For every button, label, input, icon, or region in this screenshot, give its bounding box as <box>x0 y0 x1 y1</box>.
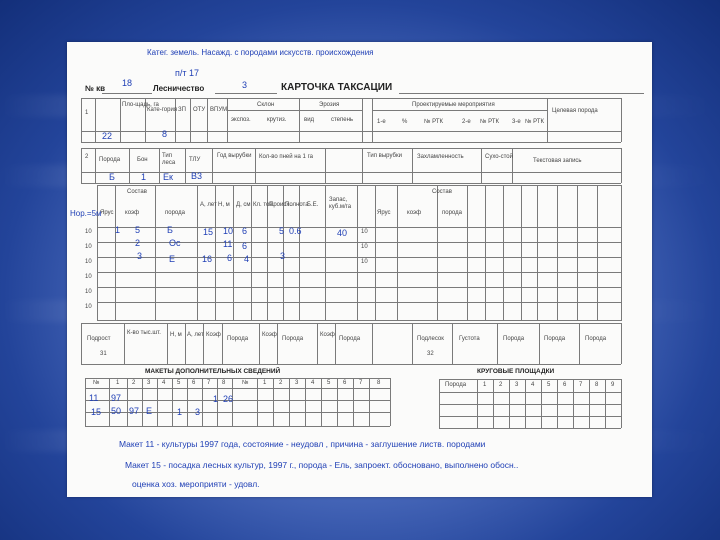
nor-label: Нор.=5м <box>70 209 102 218</box>
col4-poroda5: Порода <box>544 336 566 342</box>
col-exposure: экспоз. <box>231 117 251 123</box>
maket-row2-c6: 3 <box>195 407 201 417</box>
row-number: 10 <box>85 274 92 280</box>
col-m2: 2-е <box>462 119 471 125</box>
col-steepness: крутиз. <box>267 117 287 123</box>
col3-age: А, лет <box>200 202 217 208</box>
code-32: 32 <box>427 351 434 357</box>
maket-head: 6 <box>343 380 347 386</box>
row-number: 10 <box>85 229 92 235</box>
col4-density: Густота <box>459 336 480 342</box>
col3-origin: Происх. <box>269 202 292 208</box>
maket-head: № <box>242 380 249 386</box>
row-number: 10 <box>85 259 92 265</box>
row1-poroda: Б <box>167 225 173 235</box>
row-number: 10 <box>85 244 92 250</box>
krug-head: 2 <box>499 382 503 388</box>
note-1: Макет 11 - культуры 1997 года, состояние - неудовл , причина - заглушение листв. породами <box>119 439 486 449</box>
pt-number: п/т 17 <box>175 68 200 78</box>
col-zp: ЗП <box>178 107 186 113</box>
forest-type-value: Ек <box>163 172 173 182</box>
maket-head: 7 <box>359 380 363 386</box>
lesn-label: Лесничество <box>153 84 205 93</box>
poroda-value: Б <box>109 172 115 182</box>
krug-head: 4 <box>531 382 535 388</box>
col3-yarus: Ярус <box>100 210 114 216</box>
bon-value: 1 <box>141 172 147 182</box>
krug-title: КРУГОВЫЕ ПЛОЩАДКИ <box>477 368 555 375</box>
col3-be: Б.Е. <box>307 202 319 208</box>
col4-poroda6: Порода <box>585 336 607 342</box>
maket-head: 3 <box>295 380 299 386</box>
col4-podrost: Подрост <box>87 336 111 342</box>
kv-label: № кв <box>85 84 106 93</box>
maket-head: 8 <box>222 380 226 386</box>
col4-count: К-во тыс.шт. <box>127 330 161 336</box>
row3-koef: 3 <box>137 251 143 261</box>
col-slope: Склон <box>257 102 275 108</box>
row2-height: 11 <box>223 239 233 249</box>
row-number: 10 <box>361 244 368 250</box>
maket-head: 2 <box>132 380 136 386</box>
row2-diam: 6 <box>242 241 248 251</box>
maket-row1-c6: 1 <box>213 394 219 404</box>
row1-height: 10 <box>223 226 234 236</box>
col4-poroda1: Порода <box>227 336 249 342</box>
col2-tlu: ТЛУ <box>189 157 201 163</box>
maket-row2-c1: 50 <box>111 406 122 416</box>
row-number: 10 <box>361 229 368 235</box>
col4-poroda4: Порода <box>503 336 525 342</box>
category-value: 8 <box>162 129 168 139</box>
row-number: 10 <box>361 259 368 265</box>
col2-deadwood: Сухо-стой <box>485 154 513 160</box>
col4-poroda3: Порода <box>339 336 361 342</box>
col3-poroda: порода <box>165 210 185 216</box>
krug-head: Порода <box>445 382 467 388</box>
col3-diam: Д, см <box>236 202 251 208</box>
col2-cut-year: Год вырубки <box>217 153 252 159</box>
card-title: КАРТОЧКА ТАКСАЦИИ <box>281 82 393 93</box>
maket-row1-c1: 97 <box>111 393 122 403</box>
row1-diam: 6 <box>242 226 248 236</box>
maket-head: 1 <box>116 380 120 386</box>
maket-row1-c7: 26 <box>223 394 234 404</box>
row1-density: 0.6 <box>289 226 302 236</box>
col-otu: ОТУ <box>193 107 206 113</box>
col-rtk3: № РТК <box>525 119 544 125</box>
row-number: 10 <box>85 304 92 310</box>
maket-head: 1 <box>263 380 267 386</box>
tlu-value: В3 <box>191 171 203 181</box>
row3-diam: 4 <box>244 254 250 264</box>
krug-head: 3 <box>515 382 519 388</box>
col3-stock: Запас, куб.м/га <box>329 197 352 210</box>
maket-head: 5 <box>177 380 181 386</box>
maket-head: № <box>93 380 100 386</box>
col2-cut-type: Тип вырубки <box>367 153 402 159</box>
krug-head: 5 <box>547 382 551 388</box>
col4-poroda2: Порода <box>282 336 304 342</box>
col4-podlesok: Подлесок <box>417 336 444 342</box>
col3-koef-r: коэф <box>407 210 422 216</box>
maket-head: 2 <box>279 380 283 386</box>
krug-head: 8 <box>595 382 599 388</box>
makety-title: МАКЕТЫ ДОПОЛНИТЕЛЬНЫХ СВЕДЕНИЙ <box>145 368 281 375</box>
maket-row2-c3: Е <box>146 406 153 416</box>
maket-head: 4 <box>311 380 315 386</box>
row-number: 10 <box>85 289 92 295</box>
maket-head: 6 <box>192 380 196 386</box>
col3-density: Полнота <box>285 202 309 208</box>
maket-row2-no: 15 <box>91 407 102 417</box>
row2-poroda: Ос <box>169 238 181 248</box>
col3-sostav-right: Состав <box>432 189 452 195</box>
maket-row2-c2: 97 <box>129 406 140 416</box>
col4-a: А, лет <box>187 332 204 338</box>
taxation-card: Катег. земель. Насажд. с породами искусств. происхождения п/т 17 № кв 18 Лесничество 3 КАРТОЧКА ТАКСАЦИИ 1 Пло-щадь, га Кате-гория ЗП ОТУ ВПУМ Склон экспоз. крутиз. Эрозия вид степень Проектируемые мероприятия 1-е % № РТК 2-е № РТК 3-е № РТК Целевая порода 22 8 2 Порода Бон Тип леса ТЛУ Год вырубки Кол-во пней на 1 га Тип вырубки Захламленность Сухо-стой Текстовая запись Б 1 Ек В3 Состав Состав Ярус коэф порода А, лет Н, м Д, см Кл. тов. Происх. Полнота Б.Е. Запас, куб.м/га Ярус коэф порода Нор.=5м 10 10 10 10 10 10 10 10 10 1 5 Б 15 10 6 5 0.6 40 2 Ос 11 6 3 Е 16 6 4 3 Подрост К-во тыс.шт. Н, м А, лет Коэф Порода Коэф Порода Коэф Порода Подлесок Густота Порода Порода Порода 31 32 МАКЕТЫ ДОПОЛНИТЕЛЬНЫХ СВЕДЕНИЙ № 1 2 3 4 5 6 7 8 № 1 2 3 4 5 6 7 8 11 97 1 26 15 50 97 Е 1 3 КРУГОВЫЕ ПЛОЩАДКИ Порода 1 2 3 4 5 6 7 8 9 Макет 11 - культуры 1997 года, состояние - неудовл , причина - заглушение листв. породами Макет 15 - посадка лесных культур, 1997 г., порода - Ель, запроект. обосновано, выполнено обосн.. оценка хоз. мероприяти - удовл. <box>67 42 652 497</box>
krug-head: 6 <box>563 382 567 388</box>
maket-row2-c5: 1 <box>177 407 183 417</box>
col-area: Пло-щадь, га <box>122 102 159 108</box>
row3-age: 16 <box>202 254 213 264</box>
col-erosion: Эрозия <box>319 102 340 108</box>
col-measures: Проектируемые мероприятия <box>412 102 495 108</box>
krug-head: 7 <box>579 382 583 388</box>
col-vpum: ВПУМ <box>210 107 228 113</box>
col-rtk2: № РТК <box>480 119 499 125</box>
maket-head: 7 <box>207 380 211 386</box>
col-category: Кате-гория <box>147 107 178 113</box>
col4-koef1: Коэф <box>206 332 221 338</box>
col4-h: Н, м <box>170 332 182 338</box>
row1-stock: 40 <box>337 228 348 238</box>
col3-yarus-r: Ярус <box>377 210 391 216</box>
col3-height: Н, м <box>218 202 230 208</box>
col2-stumps: Кол-во пней на 1 га <box>259 154 313 160</box>
col2-bon: Бон <box>137 157 148 163</box>
area-value: 22 <box>102 131 113 141</box>
row1-age: 15 <box>203 227 214 237</box>
col3-poroda-r: порода <box>442 210 462 216</box>
row2-koef: 2 <box>135 238 141 248</box>
col3-koef: коэф <box>125 210 140 216</box>
kv-value: 18 <box>122 78 133 88</box>
col2-poroda: Порода <box>99 157 121 163</box>
col3-sostav: Состав <box>127 189 147 195</box>
row1-koef: 5 <box>135 225 141 235</box>
krug-head: 1 <box>483 382 487 388</box>
col3-class: Кл. тов. <box>253 202 275 208</box>
col2-forest-type: Тип леса <box>162 153 176 166</box>
code-31: 31 <box>100 351 107 357</box>
row1-origin: 5 <box>279 226 285 236</box>
row3-height: 6 <box>227 253 233 263</box>
row3-origin: 3 <box>280 251 286 261</box>
krug-head: 9 <box>611 382 615 388</box>
col-percent: % <box>402 119 408 125</box>
note-3: оценка хоз. мероприяти - удовл. <box>132 479 260 489</box>
col2-debris: Захламленность <box>417 154 464 160</box>
maket-head: 8 <box>377 380 381 386</box>
note-2: Макет 15 - посадка лесных культур, 1997 г., порода - Ель, запроект. обосновано, выполнено обосн.. <box>125 460 519 470</box>
maket-head: 4 <box>162 380 166 386</box>
col2-text: Текстовая запись <box>533 158 582 164</box>
row3-poroda: Е <box>169 254 176 264</box>
col-erosion-degree: степень <box>331 117 354 123</box>
maket-head: 5 <box>327 380 331 386</box>
maket-row1-no: 11 <box>89 393 99 403</box>
col-m3: 3-е <box>512 119 521 125</box>
col4-koef2: Коэф <box>262 332 277 338</box>
col-target-species: Целевая порода <box>552 108 598 114</box>
col-m1: 1-е <box>377 119 386 125</box>
col4-koef3: Коэф <box>320 332 335 338</box>
lesn-value: 3 <box>242 80 248 90</box>
maket-head: 3 <box>147 380 151 386</box>
row1-yarus: 1 <box>115 225 121 235</box>
col-rtk1: № РТК <box>424 119 443 125</box>
top-note: Катег. земель. Насажд. с породами искусств. происхождения <box>147 48 374 57</box>
col-erosion-type: вид <box>304 117 315 123</box>
